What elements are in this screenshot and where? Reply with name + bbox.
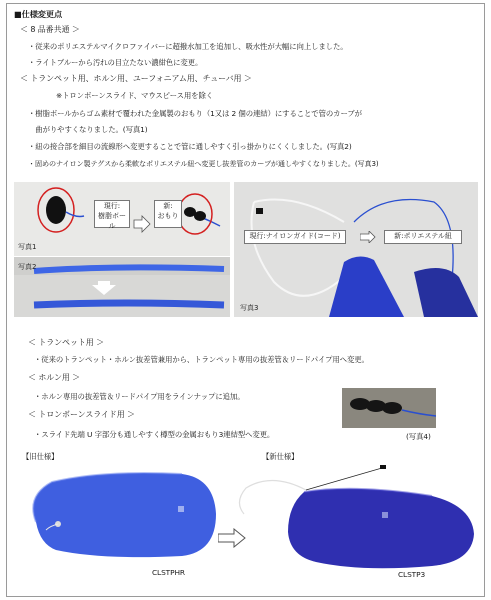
photo-3-current-label: 現行:ナイロンガイド(コード): [244, 230, 346, 244]
common-item-1: ・従来のポリエステルマイクロファイバーに超撥水加工を追加し、吸水性が大幅に向上しました。: [28, 42, 348, 51]
brass-item-4: ・固めのナイロン製テグスから柔軟なポリエステル紐へ変更し抜差管のカーブが通しやすくなりました。(写真3): [28, 159, 379, 168]
photo-1-new-label: 新: おもり: [154, 200, 182, 228]
old-spec-label: 【旧仕様】: [22, 452, 59, 461]
photo-1: [14, 182, 230, 256]
new-spec-label: 【新仕様】: [262, 452, 299, 461]
photo-3: [234, 182, 478, 317]
brass-heading: ＜ トランペット用、ホルン用、ユーフォニアム用、チューバ用 ＞: [20, 74, 252, 83]
photo-2-caption: 写真2: [18, 263, 37, 271]
page-title: ■仕様変更点: [14, 9, 63, 19]
brass-note: ※トロンボーンスライド、マウスピース用を除く: [56, 91, 214, 100]
photo-3-arrow: [360, 231, 376, 243]
horn-heading: ＜ ホルン用 ＞: [28, 373, 81, 382]
common-item-2: ・ライトブルーから汚れの目立たない濃紺色に変更。: [28, 58, 203, 67]
common-heading: ＜ 8 品番共通 ＞: [20, 25, 80, 34]
old-spec-model: CLSTPHR: [152, 568, 185, 577]
old-cloth-image: [22, 466, 218, 564]
photo-4-graphic: [342, 388, 436, 428]
brass-item-3: ・紐の接合部を細目の流線形へ変更することで管に通しやすく引っ掛かりにくくしました。(写真2): [28, 142, 352, 151]
horn-item: ・ホルン専用の抜差管＆リードパイプ用をラインナップに追加。: [34, 392, 245, 401]
trombone-heading: ＜ トロンボーンスライド用 ＞: [28, 410, 135, 419]
trombone-item: ・スライド先端 U 字部分も通しやすく樽型の金属おもり3連結型へ変更。: [34, 430, 275, 439]
new-spec-model: CLSTP3: [398, 570, 426, 579]
photo-3-new-label: 新:ポリエステル紐: [384, 230, 462, 244]
photo-1-caption: 写真1: [18, 243, 37, 251]
brass-item-2: 曲がりやすくなりました。(写真1): [28, 125, 148, 134]
photo-2: [14, 257, 230, 317]
photo-1-current-label: 現行: 樹脂ボール: [94, 200, 130, 228]
photo-4-caption: (写真4): [406, 432, 431, 441]
brass-item-1: ・樹脂ボールからゴム素材で覆われた金属製のおもり（1又は 2 個の連結）にすることで管のカーブが: [28, 109, 362, 118]
photo-3-graphic: [234, 182, 478, 317]
new-cloth-image: [232, 462, 482, 574]
trumpet-item: ・従来のトランペット・ホルン抜差管兼用から、トランペット専用の抜差管＆リードパイプ用へ変更。: [34, 355, 369, 364]
trumpet-heading: ＜ トランペット用 ＞: [28, 338, 104, 347]
photo-2-graphic: [14, 257, 230, 317]
photo-3-caption: 写真3: [240, 304, 259, 312]
photo-4: [342, 388, 436, 428]
